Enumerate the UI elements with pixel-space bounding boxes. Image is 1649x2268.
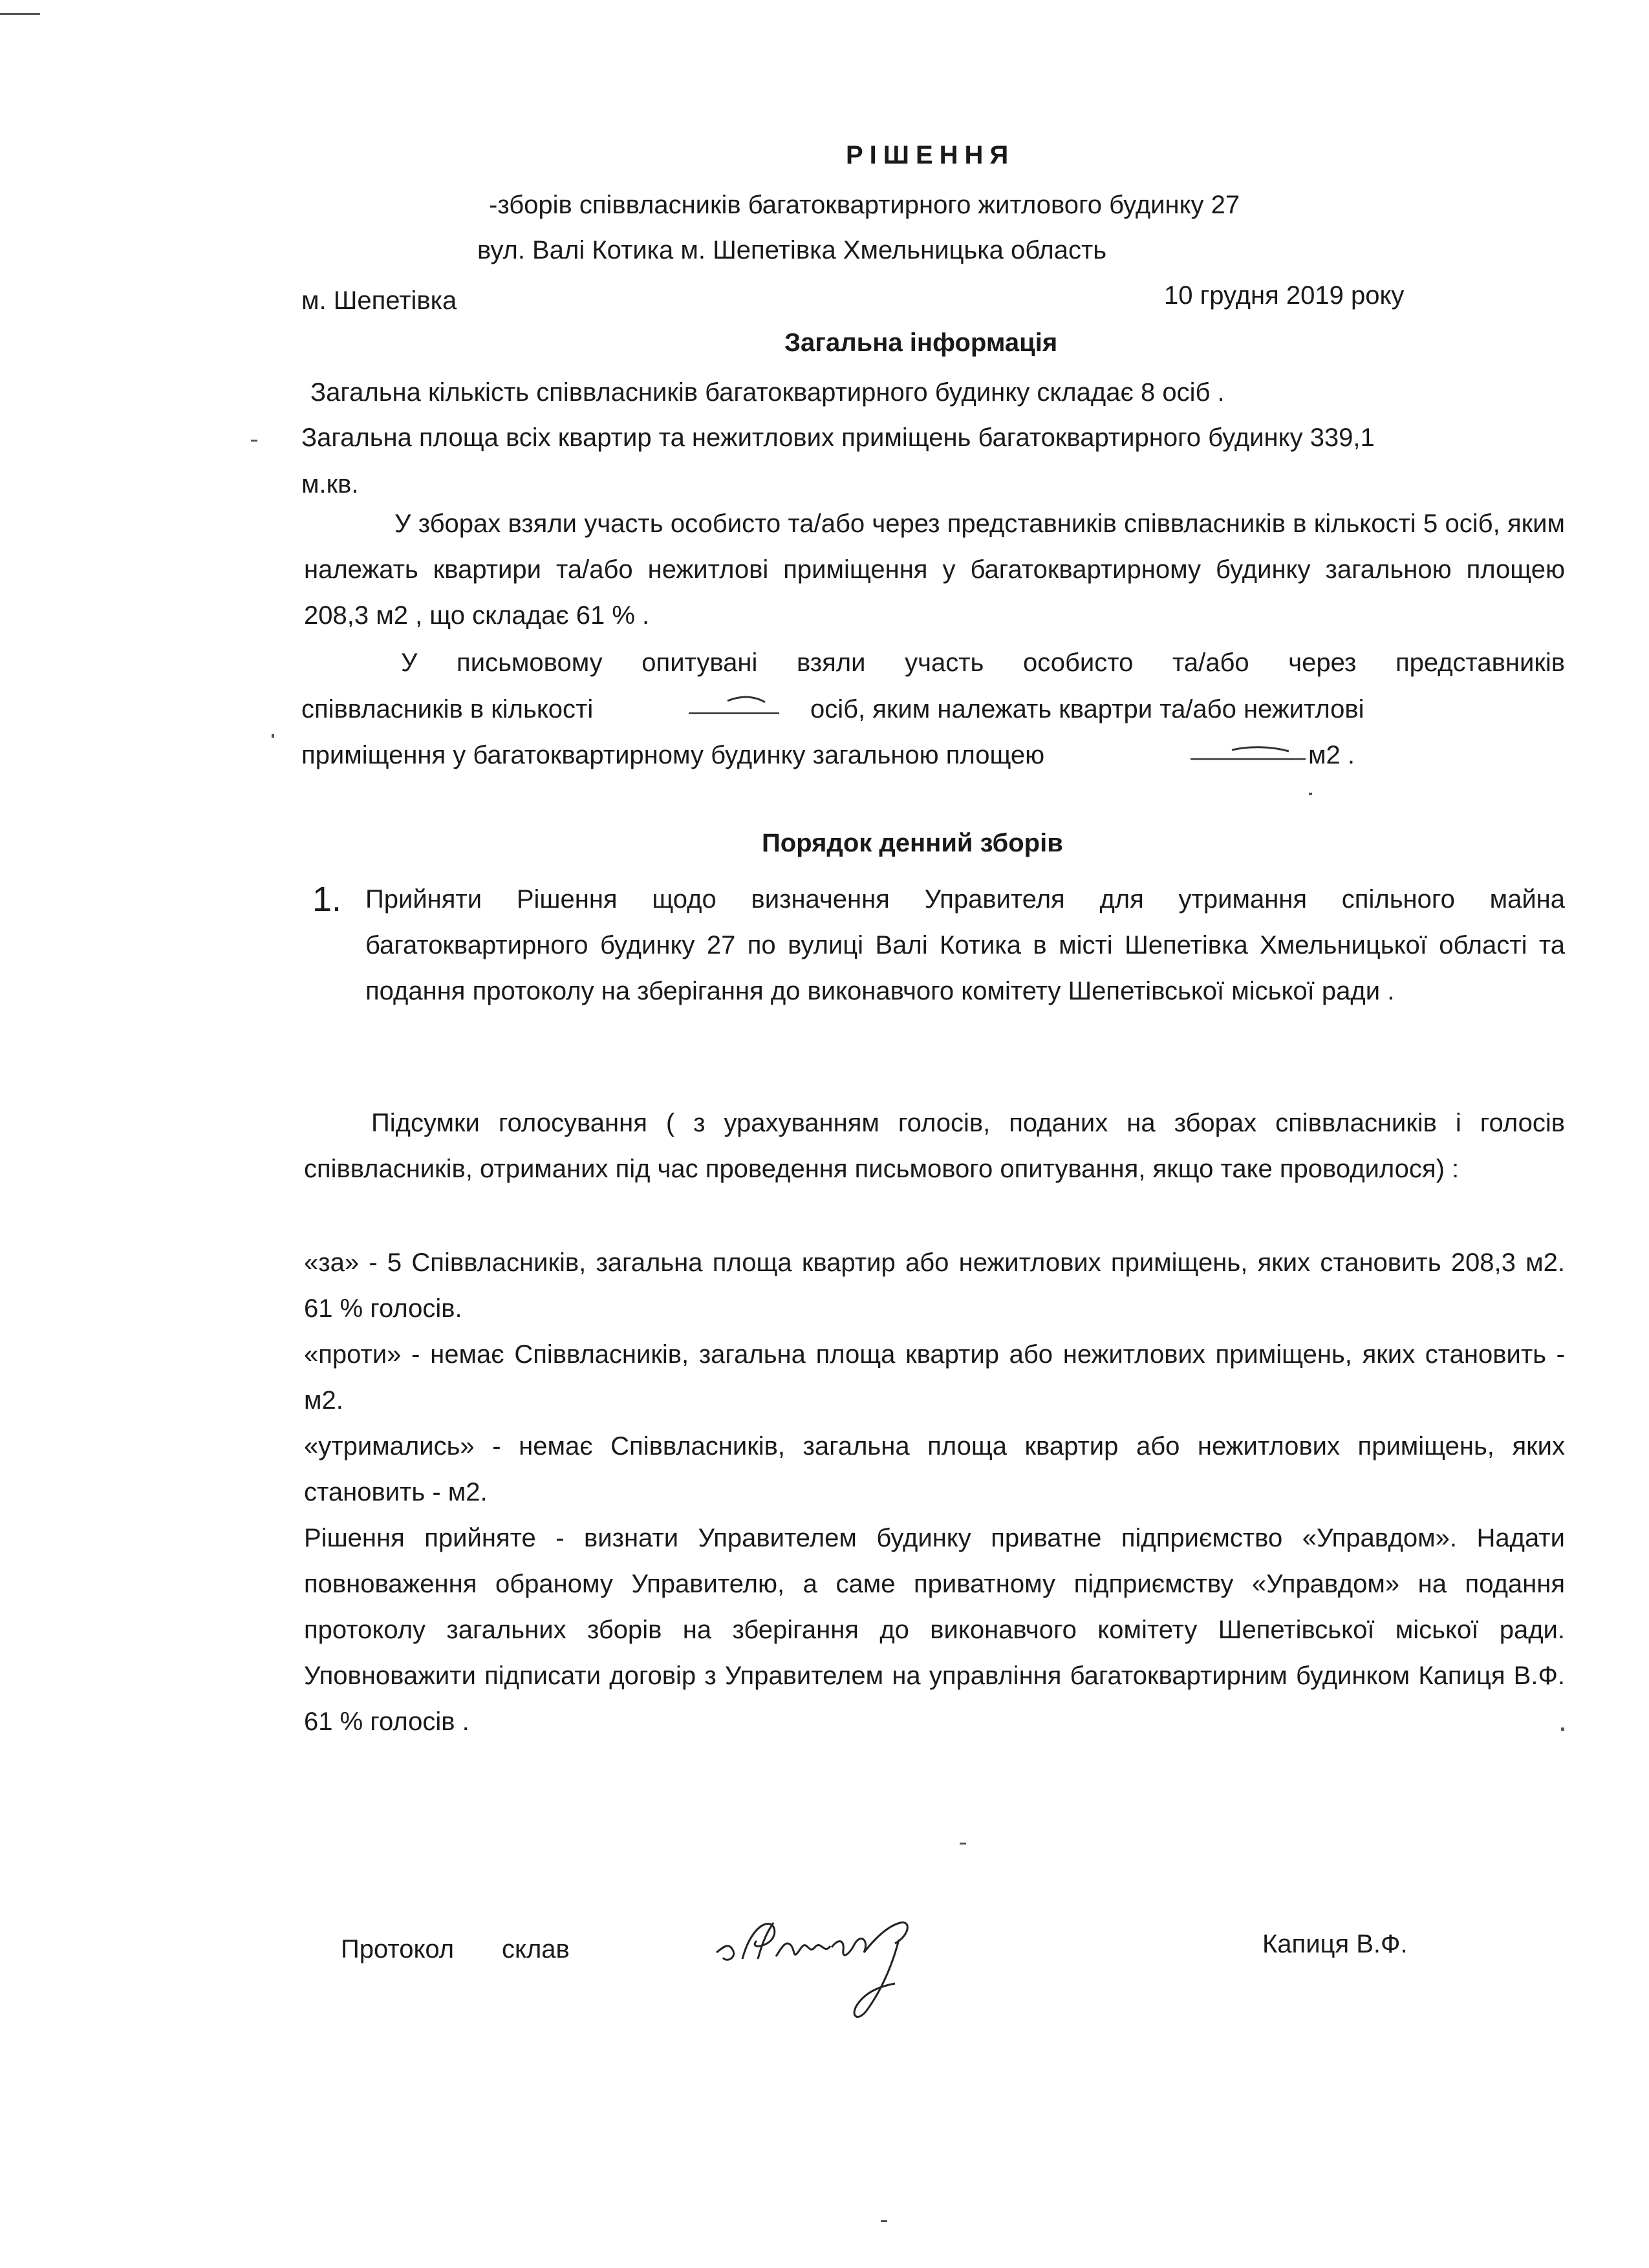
- signature-label-compiled: склав: [502, 1935, 570, 1963]
- written-poll-line-2b: осіб, яким належать квартри та/або нежитлові: [810, 695, 1364, 723]
- scan-speck: [881, 2220, 887, 2222]
- scan-mark: [0, 13, 40, 15]
- place: м. Шепетівка: [301, 286, 457, 315]
- written-poll-line-3b: м2 .: [1308, 741, 1355, 769]
- votes-intro: Підсумки голосування ( з урахуванням голосів, поданих на зборах співвласників і голосів співвласників, отриманих під час проведення письмового опитування, якщо таке проводилося) :: [304, 1109, 1565, 1183]
- signer-name: Капиця В.Ф.: [1262, 1930, 1408, 1958]
- attendance-paragraph: У зборах взяли участь особисто та/або через представників співвласників в кількості 5 осіб, яким належать квартири та/або нежитлові приміщення у багатоквартирному будинку загальною площею 208,3 м2 , що складає 61 % .: [304, 509, 1565, 630]
- scan-speck: [1561, 1728, 1564, 1731]
- scan-speck: [272, 734, 274, 738]
- vote-against: «проти» - немає Співвласників, загальна площа квартир або нежитлових приміщень, яких становить - м2.: [304, 1340, 1565, 1415]
- signature-label-protocol: Протокол: [341, 1935, 455, 1963]
- written-poll-line-3a: приміщення у багатоквартирному будинку загальною площею: [301, 741, 1045, 769]
- scan-speck: [960, 1843, 966, 1845]
- subtitle-line-2: вул. Валі Котика м. Шепетівка Хмельницька область: [477, 236, 1107, 264]
- general-owners-count: Загальна кількість співвласників багатоквартирного будинку складає 8 осіб .: [310, 378, 1225, 407]
- vote-abstain: «утримались» - немає Співвласників, загальна площа квартир або нежитлових приміщень, яких становить - м2.: [304, 1432, 1565, 1506]
- section-agenda-heading: Порядок денний зборів: [762, 829, 1063, 857]
- general-area-unit: м.кв.: [301, 470, 359, 498]
- blank-area-mark: [1187, 737, 1310, 763]
- written-poll-line-1: У письмовому опитувані взяли участь особисто та/або через представників: [401, 648, 1565, 677]
- scan-speck: [1309, 793, 1312, 795]
- section-general-heading: Загальна інформація: [784, 328, 1058, 357]
- document-title: РІШЕННЯ: [846, 141, 1015, 169]
- decision-paragraph: Рішення прийняте - визнати Управителем будинку приватне підприємство «Управдом». Надати повноваження обраному Управителю, а саме приватному підприємству «Управдом» на подання протоколу загальних зборів на зберігання до виконавчого комітету Шепетівської міської ради. Уповноважити підписати договір з Управителем на управління багатоквартирним будинком Капиця В.Ф. 61 % голосів .: [304, 1524, 1565, 1736]
- document-date: 10 грудня 2019 року: [1164, 281, 1405, 310]
- blank-dash-mark: [682, 692, 786, 718]
- written-poll-line-2a: співвласників в кількості: [301, 695, 594, 723]
- general-area-line: Загальна площа всіх квартир та нежитлових приміщень багатоквартирного будинку 339,1: [301, 423, 1375, 452]
- vote-for: «за» - 5 Співвласників, загальна площа квартир або нежитлових приміщень, яких становить 208,3 м2. 61 % голосів.: [304, 1248, 1565, 1323]
- subtitle-line-1: -зборів співвласників багатоквартирного житлового будинку 27: [489, 191, 1240, 219]
- handwritten-signature: [711, 1901, 944, 2030]
- scan-speck: [251, 440, 257, 442]
- agenda-item-text: Прийняти Рішення щодо визначення Управителя для утримання спільного майна багатоквартирного будинку 27 по вулиці Валі Котика в місті Шепетівка Хмельницької області та подання протоколу на зберігання до виконавчого комітету Шепетівської міської ради .: [365, 885, 1565, 1005]
- agenda-item-number: 1.: [312, 880, 342, 919]
